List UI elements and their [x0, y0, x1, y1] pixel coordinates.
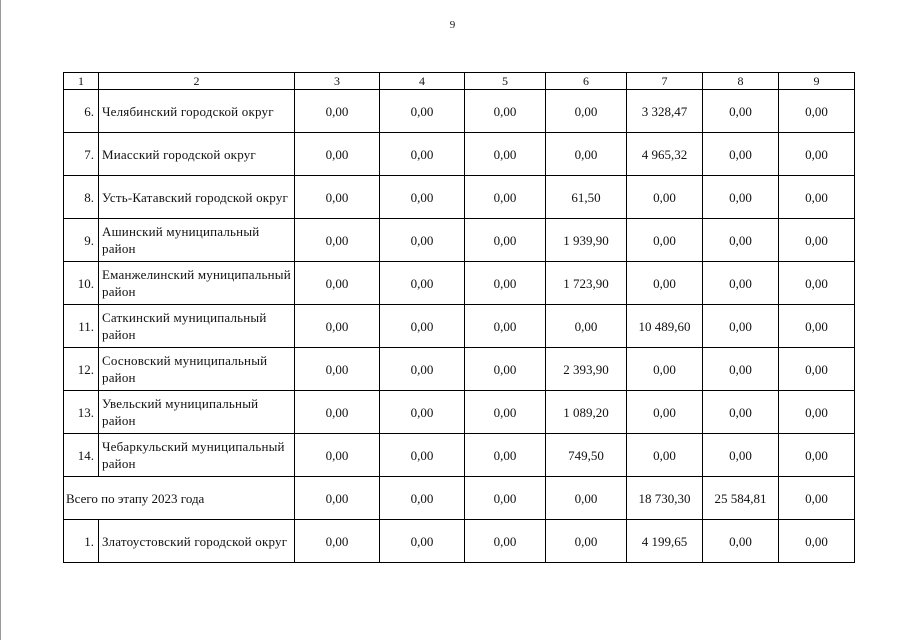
value-cell: 1 723,90 — [546, 262, 627, 305]
header-cell: 2 — [99, 73, 295, 90]
total-label: Всего по этапу 2023 года — [64, 477, 295, 520]
header-cell: 7 — [627, 73, 703, 90]
value-cell: 0,00 — [546, 90, 627, 133]
header-row — [64, 73, 855, 90]
header-cell: 9 — [779, 73, 855, 90]
row-number: 11. — [64, 305, 99, 348]
value-cell: 0,00 — [546, 305, 627, 348]
value-cell: 0,00 — [546, 520, 627, 563]
value-cell: 749,50 — [546, 434, 627, 477]
value-cell: 0,00 — [465, 133, 546, 176]
row-number: 1. — [64, 520, 99, 563]
table-row — [64, 262, 855, 305]
value-cell: 0,00 — [779, 262, 855, 305]
municipality-name: Миасский городской округ — [99, 133, 295, 176]
table-row — [64, 176, 855, 219]
municipality-name: Усть-Катавский городской округ — [99, 176, 295, 219]
value-cell: 0,00 — [295, 305, 380, 348]
value-cell: 4 199,65 — [627, 520, 703, 563]
value-cell: 0,00 — [465, 219, 546, 262]
value-cell: 0,00 — [465, 348, 546, 391]
municipality-name: Ашинский муниципальный район — [99, 219, 295, 262]
row-number: 12. — [64, 348, 99, 391]
value-cell: 0,00 — [627, 262, 703, 305]
value-cell: 1 089,20 — [546, 391, 627, 434]
value-cell: 0,00 — [295, 90, 380, 133]
budget-table — [63, 72, 855, 563]
total-value-cell: 0,00 — [546, 477, 627, 520]
page-left-border — [0, 0, 1, 640]
value-cell: 0,00 — [779, 305, 855, 348]
value-cell: 0,00 — [380, 305, 465, 348]
value-cell: 0,00 — [703, 305, 779, 348]
value-cell: 0,00 — [703, 348, 779, 391]
value-cell: 2 393,90 — [546, 348, 627, 391]
value-cell: 0,00 — [380, 262, 465, 305]
page-number: 9 — [449, 19, 456, 31]
total-value-cell: 25 584,81 — [703, 477, 779, 520]
value-cell: 0,00 — [295, 520, 380, 563]
value-cell: 0,00 — [380, 133, 465, 176]
value-cell: 0,00 — [465, 262, 546, 305]
value-cell: 1 939,90 — [546, 219, 627, 262]
value-cell: 0,00 — [546, 133, 627, 176]
value-cell: 0,00 — [380, 434, 465, 477]
value-cell: 0,00 — [703, 176, 779, 219]
value-cell: 0,00 — [779, 348, 855, 391]
table-row — [64, 90, 855, 133]
value-cell: 0,00 — [380, 348, 465, 391]
value-cell: 0,00 — [465, 90, 546, 133]
value-cell: 0,00 — [295, 391, 380, 434]
value-cell: 0,00 — [465, 176, 546, 219]
row-number: 10. — [64, 262, 99, 305]
municipality-name: Чебаркульский муниципальный район — [99, 434, 295, 477]
total-value-cell: 0,00 — [465, 477, 546, 520]
table-row — [64, 520, 855, 563]
header-cell: 1 — [64, 73, 99, 90]
municipality-name: Саткинский муниципальный район — [99, 305, 295, 348]
value-cell: 0,00 — [779, 133, 855, 176]
table-row — [64, 391, 855, 434]
value-cell: 10 489,60 — [627, 305, 703, 348]
value-cell: 0,00 — [380, 520, 465, 563]
value-cell: 4 965,32 — [627, 133, 703, 176]
value-cell: 0,00 — [779, 176, 855, 219]
header-cell: 5 — [465, 73, 546, 90]
value-cell: 0,00 — [380, 219, 465, 262]
municipality-name: Сосновский муниципальный район — [99, 348, 295, 391]
value-cell: 0,00 — [380, 90, 465, 133]
value-cell: 0,00 — [779, 391, 855, 434]
row-number: 7. — [64, 133, 99, 176]
value-cell: 0,00 — [779, 434, 855, 477]
value-cell: 0,00 — [627, 176, 703, 219]
header-cell: 6 — [546, 73, 627, 90]
value-cell: 0,00 — [703, 219, 779, 262]
municipality-name: Еманжелинский муниципальный район — [99, 262, 295, 305]
value-cell: 0,00 — [295, 176, 380, 219]
value-cell: 3 328,47 — [627, 90, 703, 133]
value-cell: 0,00 — [380, 176, 465, 219]
value-cell: 0,00 — [703, 520, 779, 563]
total-value-cell: 18 730,30 — [627, 477, 703, 520]
value-cell: 0,00 — [703, 262, 779, 305]
value-cell: 0,00 — [627, 348, 703, 391]
table-row — [64, 133, 855, 176]
value-cell: 0,00 — [779, 219, 855, 262]
value-cell: 0,00 — [295, 262, 380, 305]
value-cell: 0,00 — [703, 434, 779, 477]
value-cell: 0,00 — [295, 348, 380, 391]
total-value-cell: 0,00 — [380, 477, 465, 520]
row-number: 9. — [64, 219, 99, 262]
value-cell: 0,00 — [465, 391, 546, 434]
header-cell: 3 — [295, 73, 380, 90]
header-cell: 4 — [380, 73, 465, 90]
table-row — [64, 434, 855, 477]
value-cell: 0,00 — [703, 90, 779, 133]
total-row — [64, 477, 855, 520]
value-cell: 0,00 — [627, 434, 703, 477]
table-row — [64, 348, 855, 391]
municipality-name: Челябинский городской округ — [99, 90, 295, 133]
value-cell: 0,00 — [703, 133, 779, 176]
table-row — [64, 305, 855, 348]
value-cell: 0,00 — [380, 391, 465, 434]
row-number: 13. — [64, 391, 99, 434]
total-value-cell: 0,00 — [779, 477, 855, 520]
value-cell: 0,00 — [779, 520, 855, 563]
value-cell: 0,00 — [779, 90, 855, 133]
header-cell: 8 — [703, 73, 779, 90]
value-cell: 0,00 — [703, 391, 779, 434]
municipality-name: Увельский муниципальный район — [99, 391, 295, 434]
total-value-cell: 0,00 — [295, 477, 380, 520]
value-cell: 0,00 — [465, 520, 546, 563]
value-cell: 0,00 — [627, 219, 703, 262]
row-number: 6. — [64, 90, 99, 133]
table-row — [64, 219, 855, 262]
value-cell: 0,00 — [295, 219, 380, 262]
value-cell: 0,00 — [627, 391, 703, 434]
value-cell: 0,00 — [465, 434, 546, 477]
row-number: 8. — [64, 176, 99, 219]
row-number: 14. — [64, 434, 99, 477]
municipality-name: Златоустовский городской округ — [99, 520, 295, 563]
table-body — [64, 73, 855, 563]
value-cell: 0,00 — [465, 305, 546, 348]
value-cell: 0,00 — [295, 434, 380, 477]
value-cell: 61,50 — [546, 176, 627, 219]
value-cell: 0,00 — [295, 133, 380, 176]
